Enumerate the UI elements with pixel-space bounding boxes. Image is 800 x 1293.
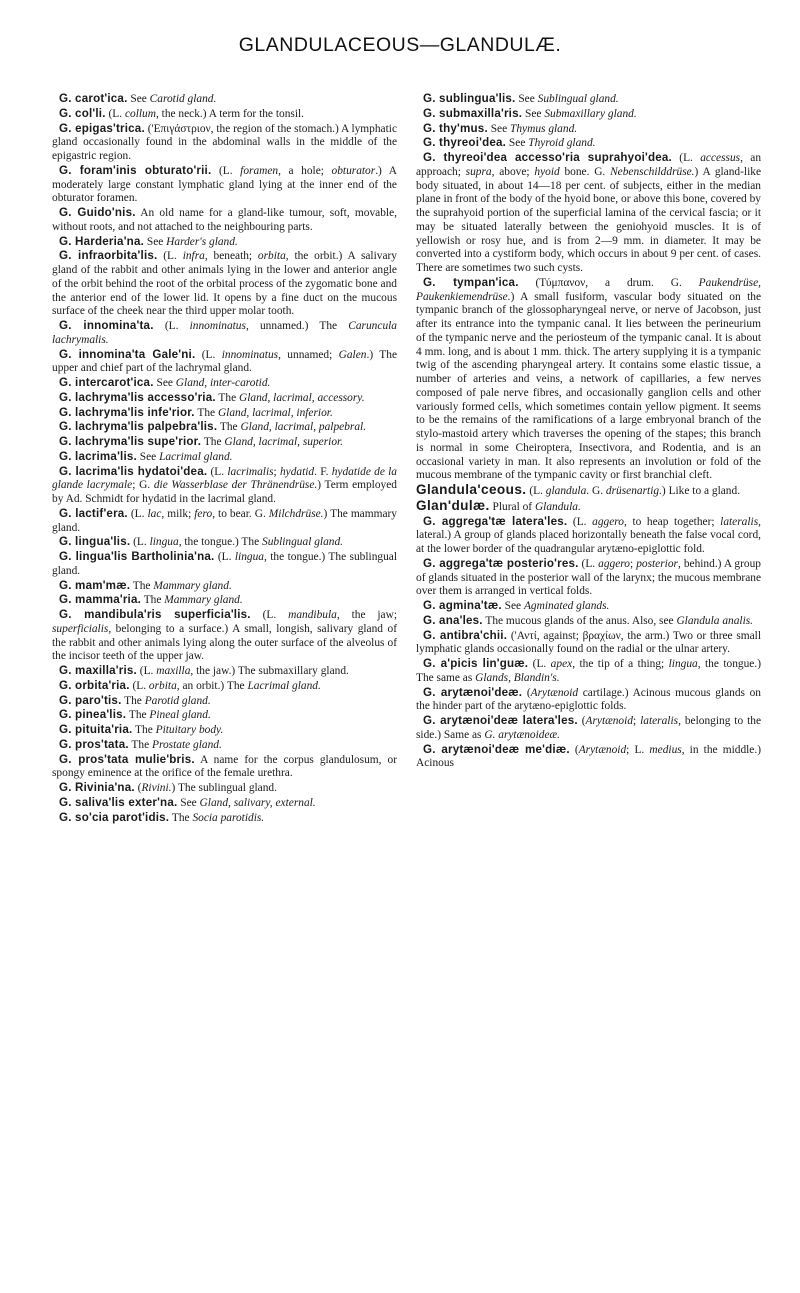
dictionary-entry	[52, 579, 397, 594]
entry-definition: ('Επιγάστριον, the region of the stomach.) A lymphatic gland occasionally found in the abdominal walls in the middle of the epigastric region.	[52, 122, 398, 162]
entry-definition: See Carotid gland.	[127, 93, 217, 105]
entry-definition: See Submaxillary gland.	[522, 107, 637, 120]
dictionary-entry	[416, 614, 761, 629]
entry-headword: G. pituita'ria.	[59, 723, 133, 736]
entry-headword: G. mam'mæ.	[59, 578, 131, 592]
entry-definition: The Socia parotidis.	[169, 811, 265, 824]
dictionary-entry	[416, 743, 761, 772]
entry-headword: G. lachryma'lis supe'rior.	[59, 435, 202, 448]
dictionary-entry	[416, 515, 761, 557]
entry-definition: An old name for a gland-like tumour, soft, movable, without roots, and not attached to the neighbouring parts.	[52, 207, 397, 233]
entry-headword: G. pros'tata.	[59, 737, 129, 751]
dictionary-entry	[52, 708, 397, 723]
entry-definition: (L. lingua, the tongue.) The sublingual gland.	[52, 551, 398, 577]
dictionary-entry	[52, 679, 397, 694]
entry-definition: (L. lingua, the tongue.) The Sublingual gland.	[130, 536, 344, 549]
entry-definition: See Sublingual gland.	[515, 93, 619, 105]
dictionary-entry	[416, 107, 761, 122]
entry-headword: G. maxilla'ris.	[59, 664, 137, 677]
entry-headword: G. saliva'lis exter'na.	[59, 795, 178, 809]
dictionary-entry	[52, 206, 397, 235]
dictionary-entry	[416, 151, 761, 276]
entry-definition: (L. accessus, an approach; supra, above; hyoid bone. G. Nebenschilddrüse.) A gland-like body situated, in about 14—18 per cent. of subjects, either in the median plane in front of the body of the hyoid bone, or above this bone, covered by the suprahyoid portion of the superficial lamina of the cervical fascia; or it may be situated laterally between the geniohyoid muscles. It is of yellowish or rosy hue, and is from 2—9 mm. in diameter. It may be converted into a cystiform body, which occurs in about 9 per cent. of cases. There are sometimes two such cysts.	[416, 152, 762, 274]
dictionary-entry	[416, 629, 761, 658]
dictionary-entry	[52, 608, 397, 664]
entry-headword: G. thyreoi'dea.	[423, 136, 507, 150]
entry-definition: (L. collum, the neck.) A term for the tonsil.	[105, 107, 304, 120]
dictionary-entry	[52, 811, 397, 826]
entry-definition: The Mammary gland.	[141, 594, 243, 607]
entry-definition: (L. infra, beneath; orbita, the orbit.) A salivary gland of the rabbit and other animals lying in the lower and anterior angle of the orbit behind the root of the orbital process of the zygomatic bone and the anterior end of the lower lid. It opens by a fine duct on the mucous surface of the cheek near the third upper molar tooth.	[52, 250, 397, 318]
dictionary-entry	[52, 92, 397, 107]
entry-headword: G. innomina'ta.	[59, 319, 154, 332]
dictionary-entry	[52, 535, 397, 550]
dictionary-entry	[52, 122, 397, 164]
entry-definition: (Rivini.) The sublingual gland.	[134, 782, 277, 794]
entry-definition: The Gland, lacrimal, inferior.	[194, 406, 333, 419]
entry-definition: The Mammary gland.	[130, 579, 232, 592]
dictionary-entry	[416, 599, 761, 614]
entry-definition: (Arytænoid cartilage.) Acinous mucous glands on the hinder part of the arytæno-epiglottic folds.	[416, 686, 761, 713]
entry-definition: (L. orbita, an orbit.) The Lacrimal gland.	[129, 679, 321, 692]
entry-headword: Glan'dulæ.	[416, 497, 490, 513]
dictionary-entry	[52, 781, 397, 796]
entry-headword: G. a'picis lin'guæ.	[423, 657, 529, 670]
entry-definition: The Gland, lacrimal, superior.	[201, 436, 344, 448]
dictionary-entry	[52, 235, 397, 250]
entry-headword: G. foram'inis obturato'rii.	[59, 163, 212, 177]
entry-definition: (Arytænoid; L. medius, in the middle.) Acinous	[416, 743, 762, 770]
entry-definition: See Gland, inter-carotid.	[153, 377, 271, 389]
dictionary-entry	[52, 593, 397, 608]
dictionary-entry	[416, 136, 761, 151]
entry-definition: (L. foramen, a hole; obturator.) A moderately large constant lymphatic gland lying at the inner end of the obturator foramen.	[52, 164, 397, 205]
entry-definition: (L. glandula. G. drüsenartig.) Like to a gland.	[526, 485, 741, 497]
entry-headword: G. lactif'era.	[59, 506, 128, 520]
entry-headword: G. so'cia parot'idis.	[59, 810, 170, 824]
dictionary-entry	[416, 92, 761, 107]
dictionary-entry	[52, 391, 397, 406]
dictionary-entry	[52, 450, 397, 465]
entry-headword: G. pinea'lis.	[59, 708, 127, 722]
entry-headword: G. lachryma'lis palpebra'lis.	[59, 420, 218, 434]
entry-headword: G. innomina'ta Gale'ni.	[59, 347, 196, 361]
dictionary-entry	[52, 738, 397, 753]
entry-headword: G. antibra'chii.	[423, 628, 508, 642]
entry-headword: G. thyreoi'dea accesso'ria suprahyoi'dea.	[423, 151, 672, 164]
entry-definition: (L. lac, milk; fero, to bear. G. Milchdrüse.) The mammary gland.	[52, 507, 397, 534]
entry-definition: (Arytænoid; lateralis, belonging to the side.) Same as G. arytænoideæ.	[416, 715, 762, 741]
dictionary-entry	[52, 164, 397, 206]
entry-definition: See Gland, salivary, external.	[177, 796, 316, 809]
dictionary-entry	[416, 483, 761, 499]
entry-headword: G. orbita'ria.	[59, 678, 130, 692]
entry-headword: G. aggrega'tæ latera'les.	[423, 514, 568, 528]
entry-definition: (L. maxilla, the jaw.) The submaxillary gland.	[136, 665, 349, 677]
dictionary-entry	[52, 107, 397, 122]
dictionary-entry	[52, 406, 397, 421]
entry-headword: Glandula'ceous.	[416, 482, 527, 497]
entry-definition: The mucous glands of the anus. Also, see Glandula analis.	[482, 614, 754, 627]
entry-headword: G. mandibula'ris superficia'lis.	[59, 608, 251, 621]
entry-headword: G. arytænoi'deæ latera'les.	[423, 714, 578, 727]
dictionary-entry	[52, 435, 397, 450]
entry-headword: G. agmina'tæ.	[423, 599, 502, 612]
entry-headword: G. lachryma'lis accesso'ria.	[59, 390, 216, 404]
entry-definition: (L. aggero; posterior, behind.) A group of glands situated in the posterior wall of the larynx; the mucous membrane over them is arranged in vertical folds.	[416, 557, 762, 598]
entry-headword: G. epigas'trica.	[59, 121, 145, 135]
entry-headword: G. submaxilla'ris.	[423, 106, 523, 120]
entry-definition: (L. innominatus, unnamed; Galen.) The upper and chief part of the lachrymal gland.	[52, 348, 397, 375]
dictionary-entry	[416, 714, 761, 743]
dictionary-entry	[416, 499, 761, 515]
entry-headword: G. lacrima'lis hydatoi'dea.	[59, 464, 208, 478]
entry-definition: (L. apex, the tip of a thing; lingua, the tongue.) The same as Glands, Blandin's.	[416, 658, 761, 684]
entry-headword: G. arytænoi'deæ.	[423, 685, 523, 699]
dictionary-entry	[416, 557, 761, 599]
dictionary-entry	[52, 420, 397, 435]
right-column	[416, 92, 761, 771]
dictionary-entry	[52, 550, 397, 579]
entry-definition: See Agminated glands.	[501, 600, 610, 612]
entry-headword: G. Harderia'na.	[59, 234, 145, 248]
dictionary-entry	[52, 348, 397, 377]
entry-headword: G. Rivinia'na.	[59, 781, 135, 794]
entry-definition: A name for the corpus glandulosum, or spongy eminence at the orifice of the female urethra.	[52, 753, 397, 780]
dictionary-entry	[416, 657, 761, 686]
dictionary-entry	[52, 465, 397, 507]
entry-headword: G. mamma'ria.	[59, 593, 142, 607]
entry-headword: G. lingua'lis Bartholinia'na.	[59, 550, 215, 563]
entry-definition: (L. innominatus, unnamed.) The Caruncula lachrymalis.	[52, 320, 397, 346]
entry-definition: The Gland, lacrimal, accessory.	[215, 391, 365, 404]
entry-definition: (Τύμπανον, a drum. G. Paukendrüse, Paukenkiemendrüse.) A small fusiform, vascular body situated on the tympanic branch of the glossopharyngeal nerve, or nerve of Jacobson, just after its entrance into the tympanic canal. It lies between the perineurium of the tympanic nerve and the periosteum of the tympanic canal. It is about 4 mm. long, and is about 1 mm. thick. The artery supplying it is a tympanic twig of the ascending pharyngeal artery. It contains some elastic tissue, a number of arteries and veins, a network of capillaries, a few nerves composed of pale nerve fibres, and occasionally ganglion cells and other variously formed cells, which sometimes contain yellow pigment. It seems to be the remains of the ramifications of a large embryonal branch of the stylo-mastoid artery which traverses the opening of the stapes; this branch is normal in some Cheiroptera, Insectivora, and Rodentia, and is an occasional variety in man. It also represents an involution or fold of the mucous membrane of the tympanic cavity or first branchial cleft.	[416, 276, 761, 482]
entry-definition: (L. aggero, to heap together; lateralis, lateral.) A group of glands placed horizontally beneath the false vocal cord, at the lower border of the quadrangular arytæno-epiglottic fold.	[416, 515, 761, 555]
entry-definition: The Prostate gland.	[128, 738, 222, 751]
entry-headword: G. tympan'ica.	[423, 275, 519, 289]
dictionary-entry	[52, 723, 397, 738]
entry-definition: ('Αντί, against; βραχίων, the arm.) Two or three small lymphatic glands occasionally found on the radial or the ulnar artery.	[416, 629, 762, 656]
dictionary-entry	[416, 686, 761, 715]
entry-headword: G. Guido'nis.	[59, 206, 136, 219]
dictionary-entry	[416, 122, 761, 137]
entry-headword: G. sublingua'lis.	[423, 92, 516, 105]
entry-definition: (L. mandibula, the jaw; superficialis, belonging to a surface.) A small, longish, salivary gland of the rabbit and other animals lying along the outer surface of the alveolus of the incisor teeth of the upper jaw.	[52, 609, 397, 663]
entry-headword: G. pros'tata mulie'bris.	[59, 752, 195, 766]
entry-headword: G. lachryma'lis infe'rior.	[59, 405, 195, 419]
entry-headword: G. lacrima'lis.	[59, 449, 137, 463]
entry-headword: G. paro'tis.	[59, 693, 122, 707]
entry-definition: Plural of Glandula.	[489, 500, 581, 513]
entry-headword: G. aggrega'tæ posterio'res.	[423, 556, 579, 570]
running-head: GLANDULACEOUS—GLANDULÆ.	[238, 34, 562, 56]
entry-headword: G. carot'ica.	[59, 92, 128, 105]
dictionary-entry	[52, 694, 397, 709]
dictionary-entry	[52, 507, 397, 536]
dictionary-entry	[52, 376, 397, 391]
entry-headword: G. lingua'lis.	[59, 535, 131, 549]
dictionary-entry	[52, 796, 397, 811]
dictionary-entry	[52, 319, 397, 348]
entry-definition: The Pineal gland.	[126, 709, 211, 722]
entry-headword: G. arytænoi'deæ me'diæ.	[423, 742, 570, 756]
entry-definition: See Thyroid gland.	[506, 137, 596, 150]
entry-definition: See Thymus gland.	[487, 122, 578, 135]
entry-headword: G. intercarot'ica.	[59, 376, 154, 389]
entry-definition: The Pituitary body.	[132, 724, 224, 736]
entry-headword: G. infraorbita'lis.	[59, 249, 158, 263]
dictionary-entry	[52, 664, 397, 679]
entry-definition: See Lacrimal gland.	[136, 450, 233, 463]
entry-definition: The Gland, lacrimal, palpebral.	[217, 421, 367, 434]
entry-definition: See Harder's gland.	[144, 235, 238, 248]
entry-definition: (L. lacrimalis; hydatid. F. hydatide de la glande lacrymale; G. die Wasserblase der Thränendrüse.) Term employed by Ad. Schmidt for hydatid in the lacrimal gland.	[52, 465, 397, 505]
entry-headword: G. col'li.	[59, 106, 106, 120]
dictionary-entry	[52, 249, 397, 319]
left-column	[52, 92, 397, 825]
entry-headword: G. ana'les.	[423, 613, 483, 627]
dictionary-entry	[52, 753, 397, 782]
dictionary-entry	[416, 276, 761, 483]
entry-definition: The Parotid gland.	[121, 694, 211, 707]
entry-headword: G. thy'mus.	[423, 121, 488, 135]
